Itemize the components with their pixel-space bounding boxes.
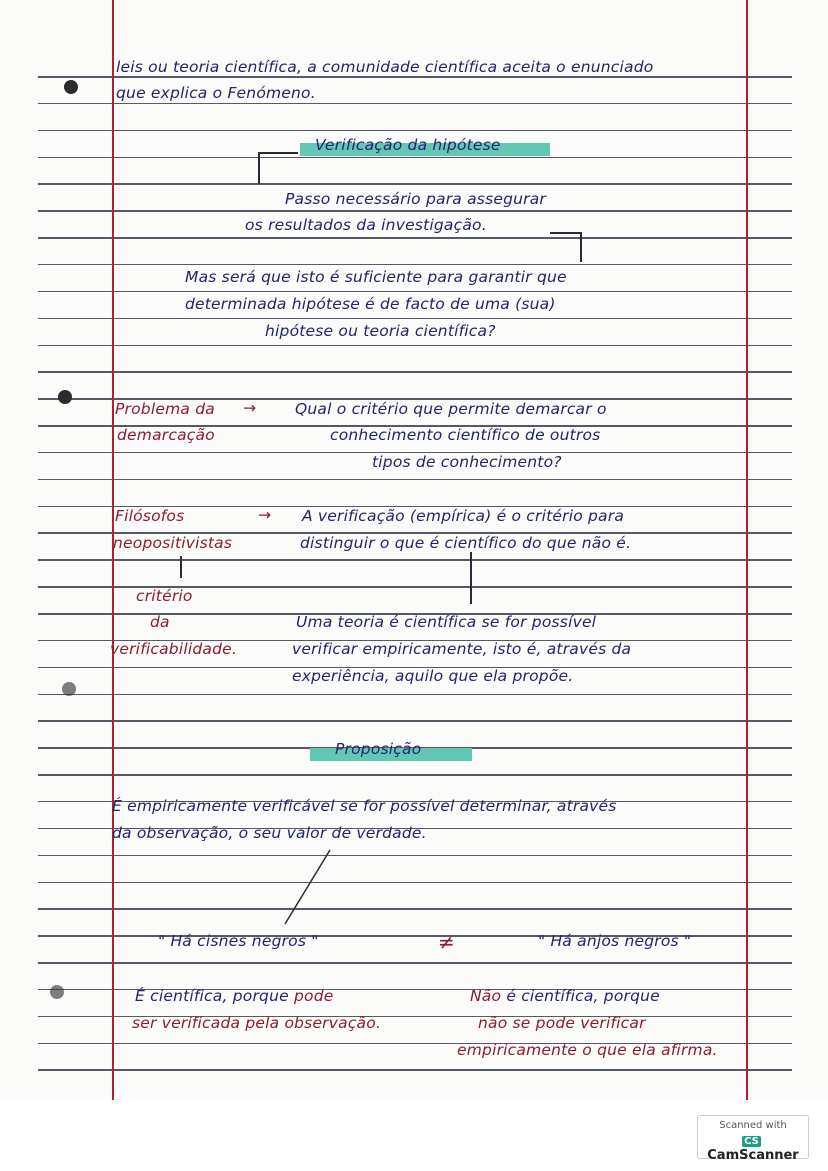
text-line: Mas será que isto é suficiente para garantir que	[185, 268, 567, 286]
intro-line: leis ou teoria científica, a comunidade científica aceita o enunciado	[116, 58, 654, 76]
ruled-line	[38, 882, 792, 884]
not-equal-icon: ≠	[438, 930, 455, 954]
punch-hole	[64, 80, 78, 94]
punch-hole	[58, 390, 72, 404]
text-line: Qual o critério que permite demarcar o	[295, 400, 607, 418]
label-neopositivists: neopositivistas	[113, 534, 233, 552]
text-line: A verificação (empírica) é o critério para	[302, 507, 625, 525]
text-line: verificar empiricamente, isto é, através da	[292, 640, 632, 658]
text-line: os resultados da investigação.	[245, 216, 487, 234]
badge-app-name: CamScanner	[707, 1148, 799, 1163]
arrow-icon	[258, 152, 260, 184]
text-red: pode	[293, 987, 334, 1005]
badge-app	[698, 1133, 808, 1163]
heading-proposition: Proposição	[335, 740, 422, 758]
right-margin-line	[746, 0, 748, 1100]
label-demarcation: Problema da	[115, 400, 215, 418]
ruled-line	[38, 962, 792, 964]
text-line: da observação, o seu valor de verdade.	[112, 824, 427, 842]
arrow-down-icon	[180, 556, 182, 578]
ruled-line	[38, 318, 792, 320]
ruled-line	[38, 237, 792, 239]
text-line: Uma teoria é científica se for possível	[296, 613, 597, 631]
criterion-label: critério	[136, 587, 193, 605]
ruled-line	[38, 694, 792, 696]
ruled-line	[38, 345, 792, 347]
ruled-line	[38, 210, 792, 212]
example-b: " Há anjos negros "	[538, 932, 692, 950]
ruled-line	[38, 479, 792, 481]
label-neopositivists: Filósofos	[115, 507, 185, 525]
arrow-down-icon	[470, 552, 472, 604]
text-line: determinada hipótese é de facto de uma (sua)	[185, 295, 556, 313]
example-a: " Há cisnes negros "	[158, 932, 319, 950]
text-line: ser verificada pela observação.	[132, 1014, 382, 1032]
text-line	[470, 987, 660, 1005]
ruled-line	[38, 183, 792, 185]
punch-hole	[50, 985, 64, 999]
ruled-line	[38, 1069, 792, 1071]
text-red: Não	[470, 987, 502, 1005]
text-line: tipos de conhecimento?	[372, 453, 562, 471]
text-line: Passo necessário para assegurar	[285, 190, 546, 208]
ruled-line	[38, 76, 792, 78]
badge-scanned: Scanned with	[719, 1120, 787, 1131]
arrow-icon	[550, 232, 580, 234]
text-line: experiência, aquilo que ela propõe.	[292, 667, 574, 685]
ruled-line	[38, 157, 792, 159]
arrow-icon	[580, 232, 582, 262]
criterion-label: verificabilidade.	[110, 640, 237, 658]
ruled-line	[38, 559, 792, 561]
ruled-line	[38, 774, 792, 776]
ruled-line	[38, 103, 792, 105]
ruled-line	[38, 908, 792, 910]
text-line: É empiricamente verificável se for possível determinar, através	[112, 797, 617, 815]
ruled-line	[38, 291, 792, 293]
arrow-icon	[258, 152, 298, 154]
heading-verification: Verificação da hipótese	[315, 136, 501, 154]
text-line	[135, 987, 333, 1005]
ruled-line	[38, 720, 792, 722]
ruled-line	[38, 130, 792, 132]
label-demarcation: demarcação	[117, 426, 215, 444]
text-line: conhecimento científico de outros	[330, 426, 601, 444]
diagonal-line	[280, 848, 335, 928]
text-line: empiricamente o que ela afirma.	[457, 1041, 718, 1059]
intro-line: que explica o Fenómeno.	[116, 84, 316, 102]
text-line: não se pode verificar	[478, 1014, 646, 1032]
criterion-label: da	[150, 613, 170, 631]
ruled-line	[38, 264, 792, 266]
text-blue: É científica, porque	[135, 987, 289, 1005]
arrow-right-icon: →	[243, 399, 257, 417]
ruled-line	[38, 371, 792, 373]
camscanner-badge	[697, 1115, 809, 1163]
camscanner-logo-icon: CS	[744, 1136, 759, 1147]
text-line: hipótese ou teoria científica?	[265, 322, 496, 340]
text-blue: é científica, porque	[506, 987, 660, 1005]
ruled-line	[38, 855, 792, 857]
arrow-right-icon: →	[258, 506, 272, 524]
text-line: distinguir o que é científico do que não é.	[300, 534, 632, 552]
punch-hole	[62, 682, 76, 696]
